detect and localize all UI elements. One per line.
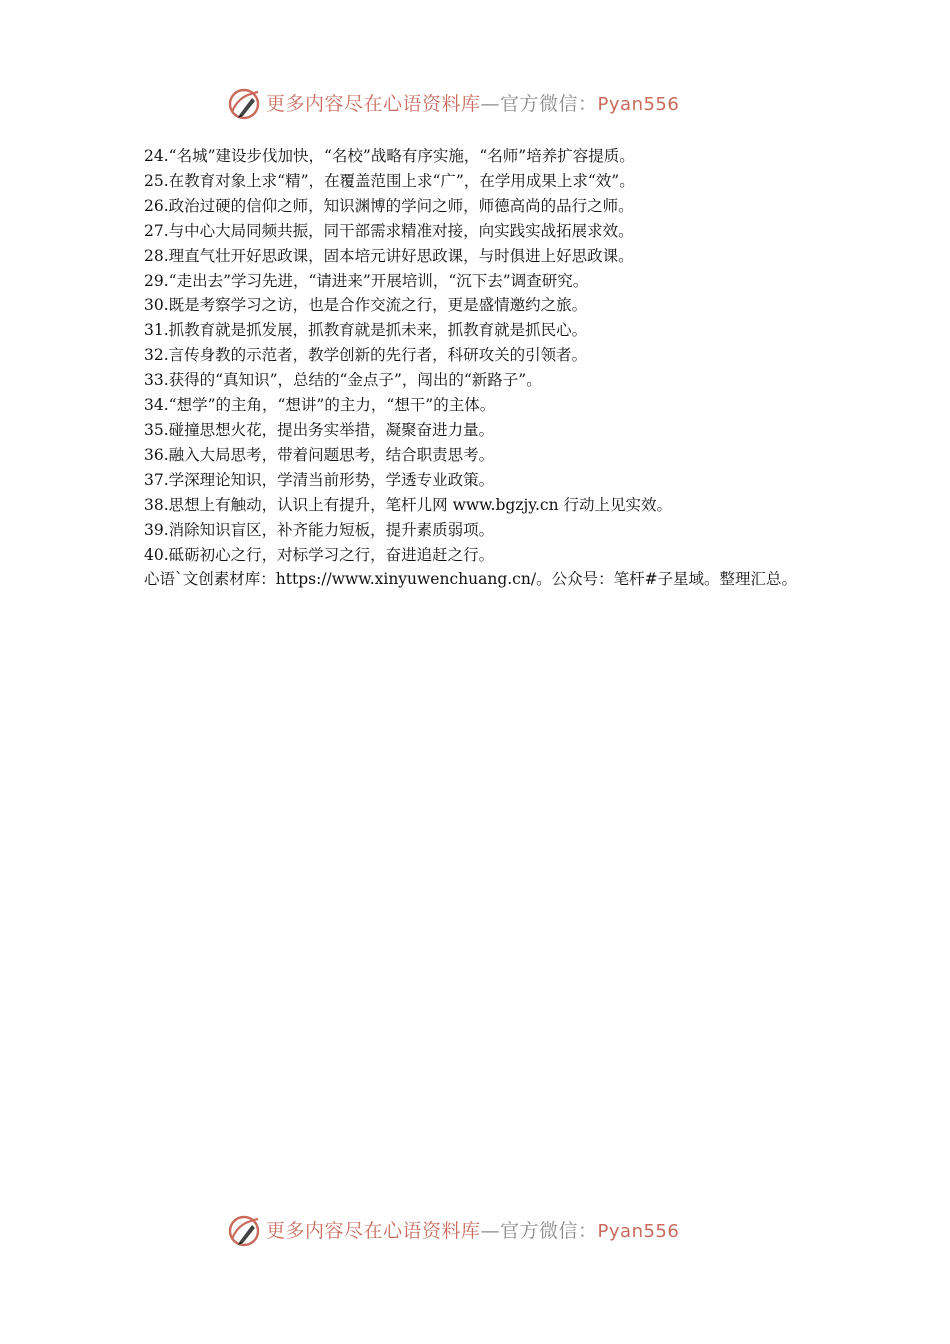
footer-watermark-banner — [226, 1211, 746, 1251]
list-item: 27.与中心大局同频共振，同干部需求精准对接，向实践实战拓展求效。 — [144, 221, 634, 240]
list-item: 37.学深理论知识，学清当前形势，学透专业政策。 — [144, 470, 495, 489]
pen-swirl-logo-icon — [226, 86, 262, 122]
banner-wechat-id: Pyan556 — [597, 93, 680, 115]
list-item: 30.既是考察学习之访，也是合作交流之行，更是盛情邀约之旅。 — [144, 296, 588, 315]
banner-official-label: 官方微信： — [500, 1219, 598, 1242]
list-item: 31.抓教育就是抓发展，抓教育就是抓未来，抓教育就是抓民心。 — [144, 321, 588, 340]
banner-main-text: 更多内容尽在心语资料库 — [266, 92, 481, 115]
list-item: 34.“想学”的主角，“想讲”的主力，“想干”的主体。 — [144, 396, 496, 415]
banner-text — [266, 1211, 679, 1252]
list-item: 36.融入大局思考，带着问题思考，结合职责思考。 — [144, 445, 495, 464]
banner-text — [266, 84, 679, 125]
list-item: 25.在教育对象上求“精”，在覆盖范围上求“广”，在学用成果上求“效”。 — [144, 171, 635, 190]
source-note: 心语`文创素材库：https://www.xinyuwenchuang.cn/。公众号：笔杆#子星域。整理汇总。 — [144, 570, 798, 589]
list-item: 24.“名城”建设步伐加快，“名校”战略有序实施，“名师”培养扩容提质。 — [144, 147, 635, 165]
banner-main-text: 更多内容尽在心语资料库 — [266, 1219, 481, 1242]
banner-wechat-id: Pyan556 — [597, 1220, 680, 1242]
pen-swirl-logo-icon — [226, 1213, 262, 1249]
list-item: 26.政治过硬的信仰之师，知识渊博的学问之师，师德高尚的品行之师。 — [144, 196, 634, 215]
list-item: 33.获得的“真知识”，总结的“金点子”，闯出的“新路子”。 — [144, 371, 542, 390]
banner-dash: — — [480, 92, 501, 115]
banner-dash: — — [480, 1219, 501, 1242]
banner-official-label: 官方微信： — [500, 92, 598, 115]
list-item: 28.理直气壮开好思政课，固本培元讲好思政课，与时俱进上好思政课。 — [144, 246, 634, 265]
list-item: 38.思想上有触动，认识上有提升，笔杆儿网 www.bgzjy.cn 行动上见实效。 — [144, 495, 673, 514]
header-watermark-banner — [226, 84, 746, 124]
list-item: 39.消除知识盲区，补齐能力短板，提升素质弱项。 — [144, 520, 495, 539]
document-body — [144, 144, 814, 592]
list-item: 32.言传身教的示范者，教学创新的先行者，科研攻关的引领者。 — [144, 346, 588, 365]
list-item: 40.砥砺初心之行，对标学习之行，奋进追赶之行。 — [144, 545, 495, 564]
list-item: 29.“走出去”学习先进，“请进来”开展培训，“沉下去”调查研究。 — [144, 271, 589, 290]
list-item: 35.碰撞思想火花，提出务实举措，凝聚奋进力量。 — [144, 420, 495, 439]
